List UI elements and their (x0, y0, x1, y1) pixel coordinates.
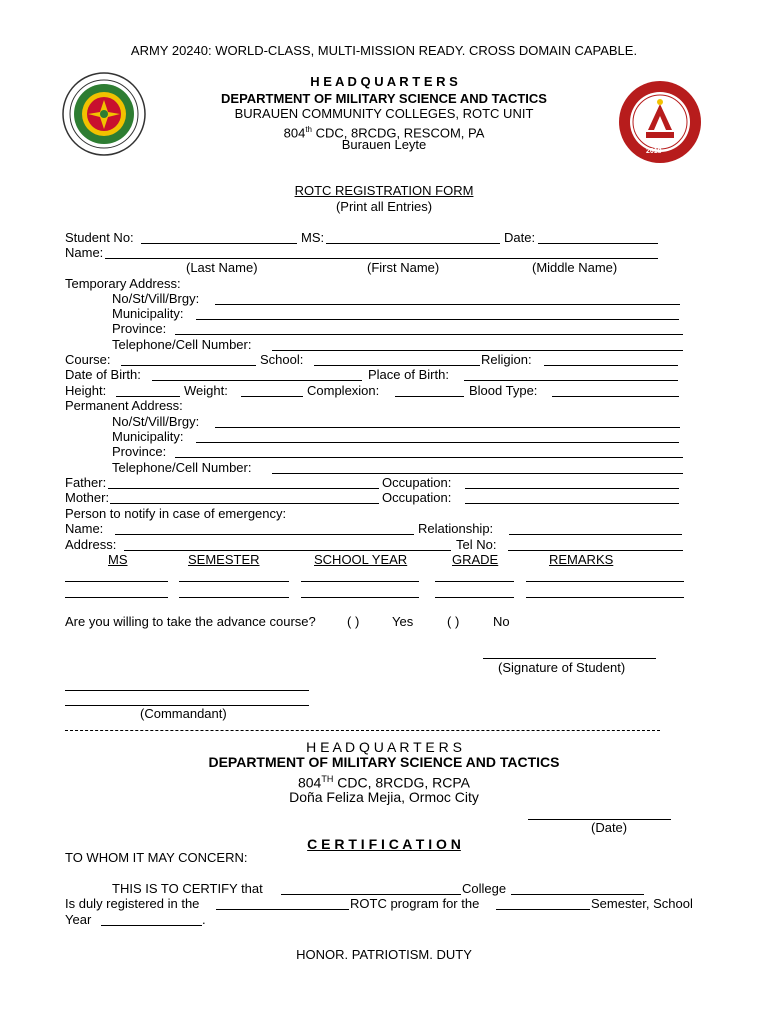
header-remarks: REMARKS (549, 552, 614, 567)
school-field[interactable] (314, 365, 480, 366)
certification-title: C E R T I F I C A T I O N (307, 836, 461, 852)
relationship-field[interactable] (509, 534, 682, 535)
religion-field[interactable] (544, 365, 678, 366)
yes-label: Yes (392, 614, 414, 629)
cert-motto: HONOR. PATRIOTISM. DUTY (296, 947, 472, 962)
row1-remarks[interactable] (526, 581, 684, 582)
mother-field[interactable] (110, 503, 379, 504)
cert-hq: H E A D Q U A R T E R S (306, 739, 462, 755)
advance-course-question: Are you willing to take the advance course? (65, 614, 316, 629)
row2-school-year[interactable] (301, 597, 419, 598)
cut-line-separator (65, 730, 660, 731)
perm-telephone-field[interactable] (272, 473, 683, 474)
tel-no-field[interactable] (508, 550, 683, 551)
cert-registered-field[interactable] (216, 909, 349, 910)
emergency-label: Person to notify in case of emergency: (65, 506, 287, 521)
header-ms: MS (108, 552, 128, 567)
name-label: Name: (65, 245, 104, 260)
row1-school-year[interactable] (301, 581, 419, 582)
row2-remarks[interactable] (526, 597, 684, 598)
complexion-field[interactable] (395, 396, 464, 397)
complexion-label: Complexion: (307, 383, 380, 398)
height-field[interactable] (116, 396, 180, 397)
row2-ms[interactable] (65, 597, 168, 598)
emergency-name-label: Name: (65, 521, 104, 536)
header-location: Burauen Leyte (341, 137, 427, 152)
form-title: ROTC REGISTRATION FORM (294, 183, 474, 198)
temp-telephone-label: Telephone/Cell Number: (112, 337, 252, 352)
father-field[interactable] (108, 488, 379, 489)
pob-field[interactable] (464, 380, 678, 381)
weight-field[interactable] (241, 396, 303, 397)
perm-telephone-label: Telephone/Cell Number: (112, 460, 252, 475)
header-unit: 804th CDC, 8RCDG, RESCOM, PA (283, 125, 485, 141)
student-no-label: Student No: (65, 230, 134, 245)
row2-semester[interactable] (179, 597, 289, 598)
cert-rotc-program-text: ROTC program for the (350, 896, 480, 911)
cert-line1-text: THIS IS TO CERTIFY that (112, 881, 263, 896)
cert-year-text: Year (65, 912, 92, 927)
date-label: Date: (504, 230, 536, 245)
pob-label: Place of Birth: (368, 367, 449, 382)
weight-label: Weight: (184, 383, 228, 398)
cert-name-field[interactable] (281, 894, 461, 895)
blood-type-field[interactable] (552, 396, 679, 397)
perm-no-st-field[interactable] (215, 427, 680, 428)
perm-municipality-field[interactable] (196, 442, 679, 443)
temp-municipality-field[interactable] (196, 319, 679, 320)
name-field[interactable] (105, 258, 658, 259)
father-label: Father: (65, 475, 107, 490)
cert-year-field[interactable] (101, 925, 202, 926)
address-field[interactable] (124, 550, 451, 551)
temp-telephone-field[interactable] (272, 350, 683, 351)
header-hq: H E A D Q U A R T E R S (310, 74, 458, 89)
perm-municipality-label: Municipality: (112, 429, 184, 444)
seal-year: 2018 (646, 148, 662, 155)
mother-occupation-field[interactable] (465, 503, 679, 504)
mother-label: Mother: (65, 490, 110, 505)
emergency-name-field[interactable] (115, 534, 414, 535)
temp-no-st-label: No/St/Vill/Brgy: (112, 291, 200, 306)
no-checkbox[interactable]: ( ) (447, 614, 460, 629)
yes-checkbox[interactable]: ( ) (347, 614, 360, 629)
cert-unit: 804TH CDC, 8RCDG, RCPA (297, 774, 470, 791)
row2-grade[interactable] (435, 597, 514, 598)
cert-date-caption: (Date) (591, 820, 628, 835)
student-no-field[interactable] (141, 243, 297, 244)
religion-label: Religion: (481, 352, 532, 367)
relationship-label: Relationship: (418, 521, 494, 536)
header-college: BURAUEN COMMUNITY COLLEGES, ROTC UNIT (234, 106, 534, 121)
blood-type-label: Blood Type: (469, 383, 538, 398)
header-school-year: SCHOOL YEAR (314, 552, 408, 567)
row1-semester[interactable] (179, 581, 289, 582)
header-grade: GRADE (452, 552, 499, 567)
cert-location: Doña Feliza Mejia, Ormoc City (289, 789, 479, 805)
top-motto: ARMY 20240: WORLD-CLASS, MULTI-MISSION READY. CROSS DOMAIN CAPABLE. (130, 43, 638, 58)
address-label: Address: (65, 537, 117, 552)
form-subtitle: (Print all Entries) (335, 199, 433, 214)
ms-label: MS: (301, 230, 325, 245)
last-name-caption: (Last Name) (186, 260, 258, 275)
no-label: No (493, 614, 510, 629)
temp-municipality-label: Municipality: (112, 306, 184, 321)
cert-line2-text: Is duly registered in the (65, 896, 200, 911)
perm-no-st-label: No/St/Vill/Brgy: (112, 414, 200, 429)
temp-no-st-field[interactable] (215, 304, 680, 305)
first-name-caption: (First Name) (367, 260, 440, 275)
height-label: Height: (65, 383, 107, 398)
perm-province-field[interactable] (175, 457, 683, 458)
middle-name-caption: (Middle Name) (532, 260, 618, 275)
ms-field[interactable] (326, 243, 500, 244)
perm-address-label: Permanent Address: (65, 398, 183, 413)
cert-college-field[interactable] (511, 894, 644, 895)
row1-ms[interactable] (65, 581, 168, 582)
father-occupation-field[interactable] (465, 488, 679, 489)
cert-period: . (202, 912, 206, 927)
school-label: School: (260, 352, 304, 367)
cert-college-text: College (462, 881, 507, 896)
temp-province-label: Province: (112, 321, 167, 336)
student-signature-caption: (Signature of Student) (498, 660, 626, 675)
header-dept: DEPARTMENT OF MILITARY SCIENCE AND TACTICS (221, 91, 547, 106)
date-field[interactable] (538, 243, 658, 244)
perm-province-label: Province: (112, 444, 167, 459)
header-semester: SEMESTER (188, 552, 260, 567)
student-signature-line[interactable] (483, 658, 656, 659)
cert-semester-text: Semester, School (591, 896, 693, 911)
dob-label: Date of Birth: (65, 367, 141, 382)
temp-address-label: Temporary Address: (65, 276, 181, 291)
commandant-line-1[interactable] (65, 690, 309, 691)
course-label: Course: (65, 352, 111, 367)
tel-no-label: Tel No: (456, 537, 497, 552)
cert-semester-field[interactable] (496, 909, 590, 910)
father-occupation-label: Occupation: (382, 475, 452, 490)
commandant-caption: (Commandant) (140, 706, 227, 721)
to-whom-it-may-concern: TO WHOM IT MAY CONCERN: (65, 850, 248, 865)
dob-field[interactable] (152, 380, 362, 381)
course-field[interactable] (121, 365, 256, 366)
temp-province-field[interactable] (175, 334, 683, 335)
row1-grade[interactable] (435, 581, 514, 582)
cert-dept: DEPARTMENT OF MILITARY SCIENCE AND TACTICS (208, 754, 560, 770)
mother-occupation-label: Occupation: (382, 490, 452, 505)
